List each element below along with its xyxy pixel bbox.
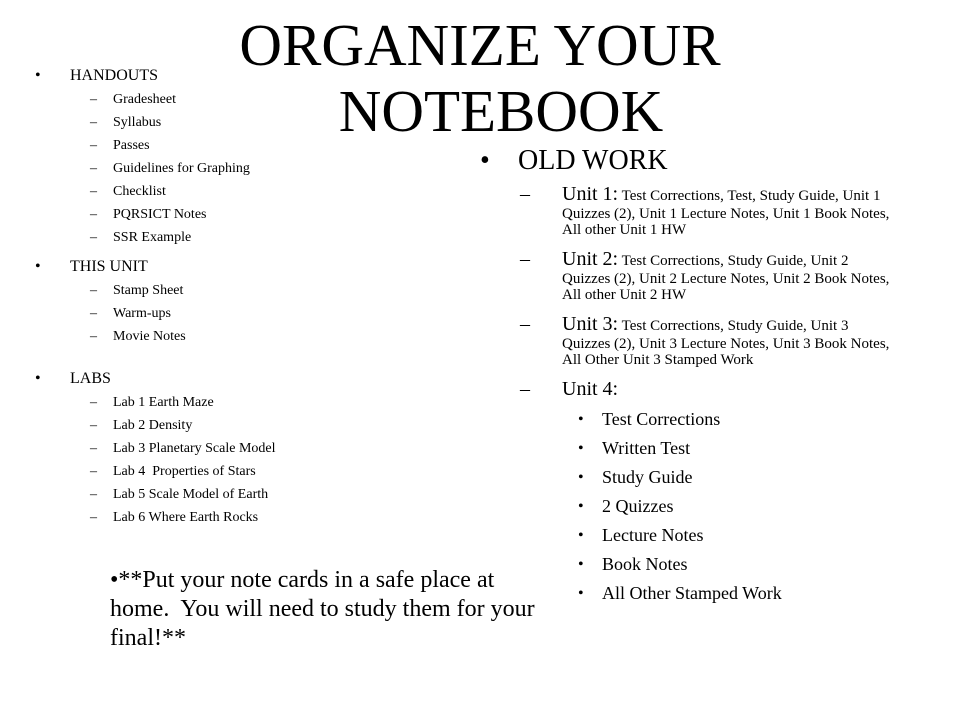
list-item (38, 325, 418, 348)
list-item (38, 134, 418, 157)
list-item-text: Lab 1 Earth Maze (113, 395, 214, 410)
bullet-icon: • (578, 411, 584, 428)
bullet-icon: • (578, 440, 584, 457)
list-item-text: Book Notes (602, 554, 688, 574)
bullet-icon: • (480, 145, 490, 176)
list-item-text: Gradesheet (113, 92, 176, 107)
list-item-text: Lab 4 Properties of Stars (113, 464, 256, 479)
section-label: LABS (70, 370, 111, 387)
left-column (35, 64, 418, 529)
note-text: **Put your note cards in a safe place at home. You will need to study them for your final!** (110, 567, 541, 651)
dash-icon: – (520, 378, 530, 400)
bullet-icon: • (35, 67, 41, 84)
unit-label: Unit 1: (562, 183, 619, 205)
list-item-text: Warm-ups (113, 306, 171, 321)
bullet-icon: • (578, 469, 584, 486)
old-work-label: OLD WORK (518, 145, 668, 176)
right-column (480, 144, 900, 608)
labs-list (38, 391, 418, 529)
dash-icon: – (90, 306, 97, 321)
dash-icon: – (90, 329, 97, 344)
old-work-heading (480, 144, 900, 178)
bullet-icon: • (110, 567, 119, 593)
dash-icon: – (90, 138, 97, 153)
list-item (38, 506, 418, 529)
list-item (38, 302, 418, 325)
unit-label: Unit 3: (562, 313, 619, 335)
unit-desc: Test Corrections, Test, Study Guide, Unit 1 Quizzes (2), Unit 1 Lecture Notes, Unit 1 Book Notes, All other Unit 1 HW (562, 188, 890, 238)
dash-icon: – (90, 441, 97, 456)
list-item-text: All Other Stamped Work (602, 583, 782, 603)
list-item-text: 2 Quizzes (602, 496, 674, 516)
unit-label: Unit 4: (562, 378, 619, 400)
list-item (480, 434, 900, 463)
bullet-icon: • (578, 585, 584, 602)
section-handouts (35, 64, 418, 88)
list-item-text: Movie Notes (113, 329, 186, 344)
list-item (38, 483, 418, 506)
list-item (38, 111, 418, 134)
list-item (480, 463, 900, 492)
list-item (480, 492, 900, 521)
list-item-text: Written Test (602, 438, 691, 458)
dash-icon: – (90, 487, 97, 502)
list-item-text: Lab 2 Density (113, 418, 193, 433)
list-item (38, 460, 418, 483)
dash-icon: – (90, 395, 97, 410)
list-item (38, 226, 418, 249)
list-item-text: Syllabus (113, 115, 162, 130)
list-item-text: Lab 6 Where Earth Rocks (113, 510, 259, 525)
dash-icon: – (90, 283, 97, 298)
unit-desc: Test Corrections, Study Guide, Unit 3 Quizzes (2), Unit 3 Lecture Notes, Unit 3 Book Notes, All Other Unit 3 Stamped Work (562, 318, 890, 368)
dash-icon: – (90, 115, 97, 130)
list-item (38, 279, 418, 302)
dash-icon: – (90, 230, 97, 245)
unit-3-entry (480, 312, 900, 368)
list-item-text: Lab 3 Planetary Scale Model (113, 441, 276, 456)
list-item (38, 203, 418, 226)
unit-4-entry (480, 377, 900, 401)
section-label: HANDOUTS (70, 67, 158, 84)
bullet-icon: • (578, 556, 584, 573)
bullet-icon: • (578, 527, 584, 544)
unit-2-entry (480, 247, 900, 303)
dash-icon: – (90, 184, 97, 199)
bullet-icon: • (35, 370, 41, 387)
list-item (38, 180, 418, 203)
unit-4-list (480, 405, 900, 608)
list-item (480, 550, 900, 579)
list-item (480, 579, 900, 608)
list-item-text: Study Guide (602, 467, 693, 487)
section-this-unit (35, 255, 418, 279)
unit-1-entry (480, 182, 900, 238)
list-item-text: PQRSICT Notes (113, 207, 207, 222)
section-labs (35, 367, 418, 391)
dash-icon: – (90, 510, 97, 525)
list-item-text: Test Corrections (602, 409, 721, 429)
this-unit-list (38, 279, 418, 348)
unit-desc: Test Corrections, Study Guide, Unit 2 Quizzes (2), Unit 2 Lecture Notes, Unit 2 Book Notes, All other Unit 2 HW (562, 253, 890, 303)
list-item-text: Guidelines for Graphing (113, 161, 250, 176)
dash-icon: – (520, 248, 530, 270)
dash-icon: – (90, 418, 97, 433)
handouts-list (38, 88, 418, 249)
list-item-text: Lecture Notes (602, 525, 704, 545)
list-item-text: Checklist (113, 184, 166, 199)
note-cards-reminder (110, 566, 540, 653)
section-label: THIS UNIT (70, 258, 148, 275)
list-item (38, 414, 418, 437)
dash-icon: – (90, 464, 97, 479)
list-item (38, 437, 418, 460)
list-item (480, 521, 900, 550)
dash-icon: – (90, 92, 97, 107)
bullet-icon: • (35, 258, 41, 275)
dash-icon: – (520, 313, 530, 335)
list-item (480, 405, 900, 434)
dash-icon: – (520, 183, 530, 205)
bullet-icon: • (578, 498, 584, 515)
list-item (38, 157, 418, 180)
list-item-text: Stamp Sheet (113, 283, 184, 298)
title-line-1: ORGANIZE YOUR (239, 12, 721, 78)
list-item (38, 88, 418, 111)
dash-icon: – (90, 161, 97, 176)
dash-icon: – (90, 207, 97, 222)
title-line-2: NOTEBOOK (338, 78, 664, 144)
list-item-text: Lab 5 Scale Model of Earth (113, 487, 269, 502)
list-item-text: Passes (113, 138, 150, 153)
list-item (38, 391, 418, 414)
list-item-text: SSR Example (113, 230, 192, 245)
unit-label: Unit 2: (562, 248, 619, 270)
